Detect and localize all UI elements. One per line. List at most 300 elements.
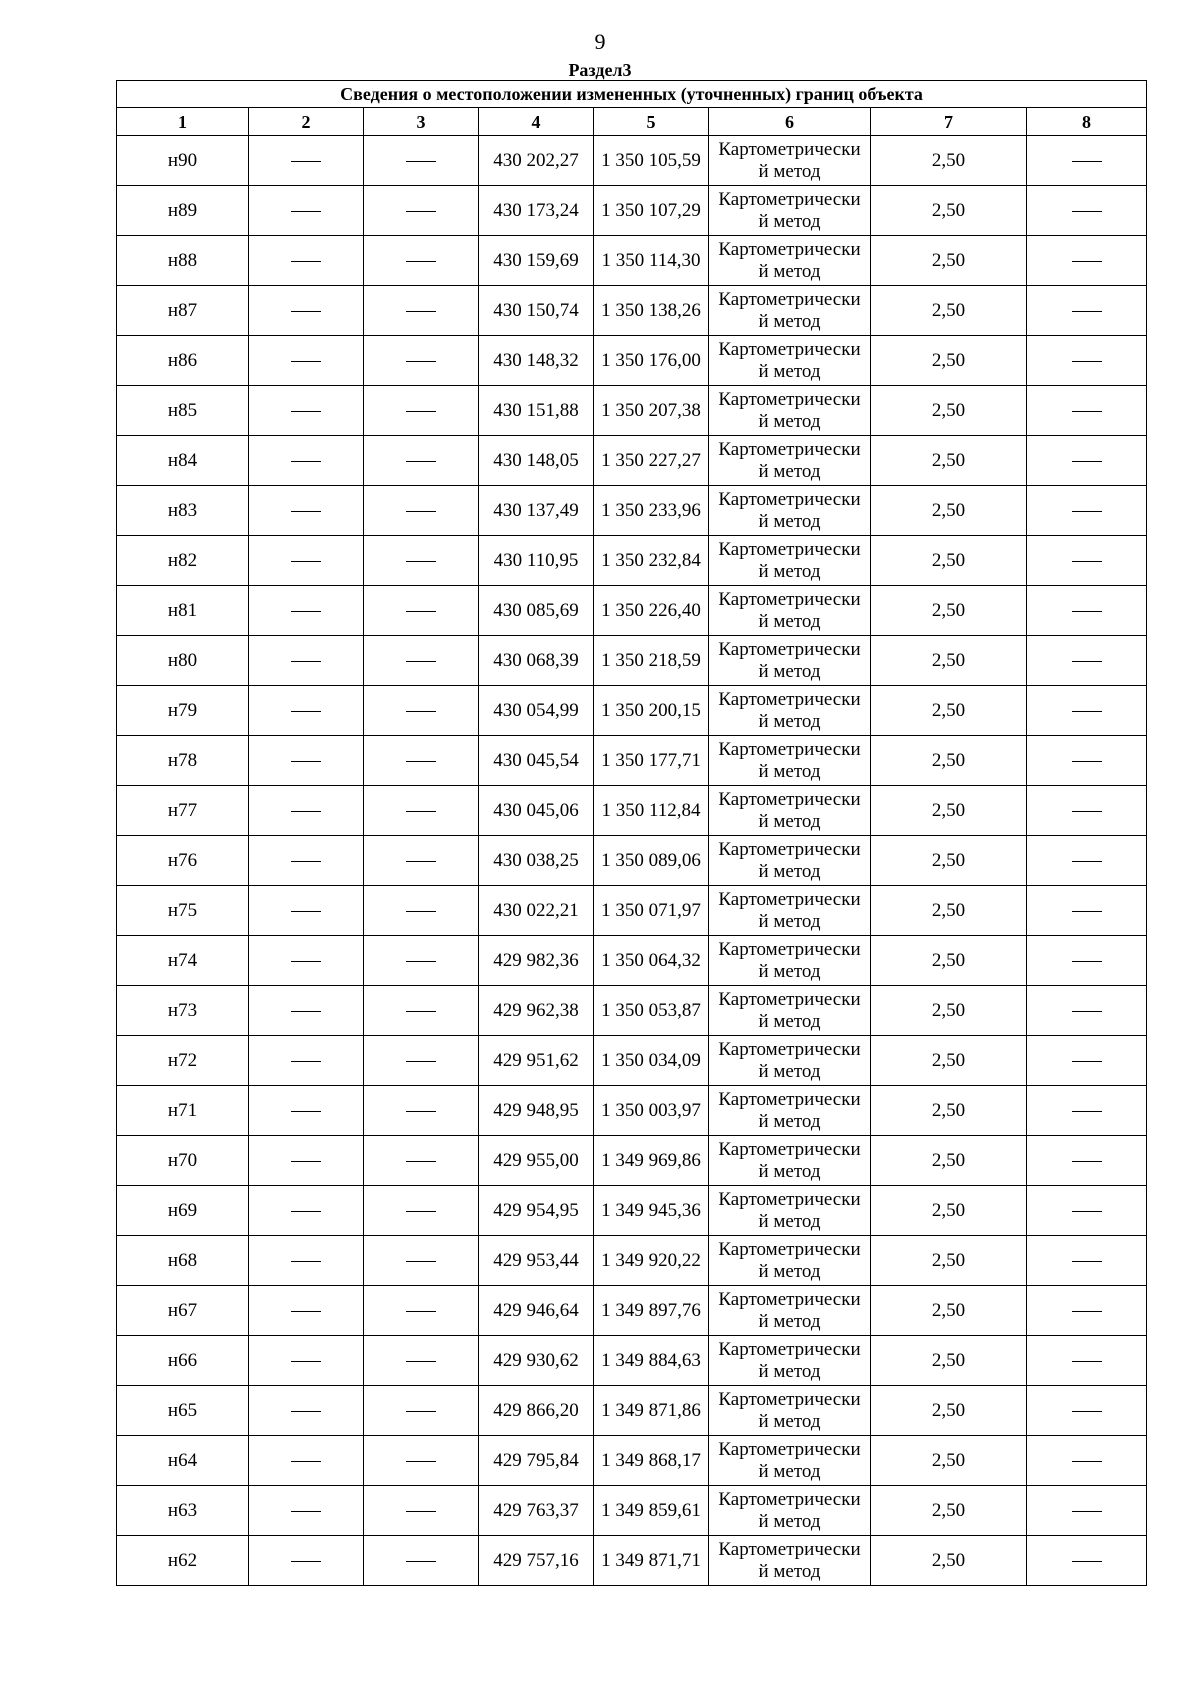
empty-cell-col3 [364,586,479,636]
y-coordinate-cell: 1 350 114,30 [594,236,709,286]
x-coordinate-cell: 430 148,05 [479,436,594,486]
empty-cell-col8 [1027,286,1147,336]
x-coordinate-cell: 430 150,74 [479,286,594,336]
method-line1: Картометрически [718,1438,861,1460]
x-coordinate-cell: 429 955,00 [479,1136,594,1186]
dash-mark [406,1361,436,1362]
method-line1: Картометрически [718,938,861,960]
method-line2: й метод [758,1210,821,1232]
method-line2: й метод [758,1110,821,1132]
method-line2: й метод [758,1510,821,1532]
point-name-cell: н90 [117,136,249,186]
y-coordinate-cell: 1 350 200,15 [594,686,709,736]
method-line2: й метод [758,310,821,332]
accuracy-cell: 2,50 [871,1386,1027,1436]
page-number: 9 [594,29,606,54]
empty-cell-col2 [249,886,364,936]
y-coordinate-cell: 1 349 897,76 [594,1286,709,1336]
accuracy-cell: 2,50 [871,1336,1027,1386]
y-coordinate-cell: 1 350 227,27 [594,436,709,486]
accuracy-cell: 2,50 [871,1236,1027,1286]
method-line1: Картометрически [718,1088,861,1110]
accuracy-cell: 2,50 [871,786,1027,836]
dash-mark [1072,761,1102,762]
method-line1: Картометрически [718,388,861,410]
method-line1: Картометрически [718,1188,861,1210]
table-row [117,186,1147,236]
dash-mark [1072,911,1102,912]
section-title: Раздел3 [568,60,632,80]
dash-mark [291,611,321,612]
point-name-cell: н72 [117,1036,249,1086]
table-row [117,686,1147,736]
empty-cell-col3 [364,886,479,936]
empty-cell-col8 [1027,836,1147,886]
table-row [117,586,1147,636]
empty-cell-col3 [364,1486,479,1536]
dash-mark [291,561,321,562]
method-line2: й метод [758,1410,821,1432]
dash-mark [291,511,321,512]
accuracy-cell: 2,50 [871,386,1027,436]
method-cell [709,486,871,536]
dash-mark [406,811,436,812]
table-row [117,1236,1147,1286]
x-coordinate-cell: 430 038,25 [479,836,594,886]
point-name-cell: н88 [117,236,249,286]
dash-mark [291,861,321,862]
method-line1: Картометрически [718,688,861,710]
method-line2: й метод [758,1060,821,1082]
table-row [117,1136,1147,1186]
x-coordinate-cell: 429 948,95 [479,1086,594,1136]
method-cell [709,386,871,436]
empty-cell-col8 [1027,136,1147,186]
y-coordinate-cell: 1 350 089,06 [594,836,709,886]
empty-cell-col8 [1027,1536,1147,1586]
dash-mark [406,1561,436,1562]
dash-mark [1072,1211,1102,1212]
y-coordinate-cell: 1 350 207,38 [594,386,709,436]
y-coordinate-cell: 1 350 233,96 [594,486,709,536]
empty-cell-col8 [1027,336,1147,386]
point-name-cell: н70 [117,1136,249,1186]
empty-cell-col8 [1027,1336,1147,1386]
dash-mark [406,1211,436,1212]
empty-cell-col3 [364,236,479,286]
method-line1: Картометрически [718,188,861,210]
dash-mark [406,1461,436,1462]
y-coordinate-cell: 1 350 064,32 [594,936,709,986]
accuracy-cell: 2,50 [871,1286,1027,1336]
dash-mark [291,1411,321,1412]
empty-cell-col3 [364,1436,479,1486]
x-coordinate-cell: 429 982,36 [479,936,594,986]
dash-mark [406,561,436,562]
empty-cell-col8 [1027,486,1147,536]
method-cell [709,886,871,936]
dash-mark [406,211,436,212]
point-name-cell: н76 [117,836,249,886]
accuracy-cell: 2,50 [871,536,1027,586]
accuracy-cell: 2,50 [871,586,1027,636]
dash-mark [291,1261,321,1262]
column-number: 1 [117,108,249,136]
dash-mark [1072,611,1102,612]
accuracy-cell: 2,50 [871,286,1027,336]
dash-mark [406,661,436,662]
method-line1: Картометрически [718,888,861,910]
y-coordinate-cell: 1 349 969,86 [594,1136,709,1186]
x-coordinate-cell: 429 946,64 [479,1286,594,1336]
dash-mark [291,1461,321,1462]
y-coordinate-cell: 1 349 884,63 [594,1336,709,1386]
method-line2: й метод [758,760,821,782]
dash-mark [291,661,321,662]
method-cell [709,536,871,586]
empty-cell-col2 [249,236,364,286]
table-row [117,136,1147,186]
dash-mark [406,1311,436,1312]
empty-cell-col3 [364,1236,479,1286]
y-coordinate-cell: 1 349 868,17 [594,1436,709,1486]
empty-cell-col8 [1027,736,1147,786]
table-row [117,786,1147,836]
empty-cell-col8 [1027,1436,1147,1486]
method-line2: й метод [758,510,821,532]
y-coordinate-cell: 1 350 105,59 [594,136,709,186]
dash-mark [406,1261,436,1262]
empty-cell-col2 [249,536,364,586]
point-name-cell: н75 [117,886,249,936]
x-coordinate-cell: 429 866,20 [479,1386,594,1436]
empty-cell-col3 [364,536,479,586]
empty-cell-col8 [1027,236,1147,286]
accuracy-cell: 2,50 [871,1036,1027,1086]
method-cell [709,286,871,336]
dash-mark [1072,1111,1102,1112]
method-line1: Картометрически [718,588,861,610]
dash-mark [1072,161,1102,162]
method-line1: Картометрически [718,338,861,360]
accuracy-cell: 2,50 [871,986,1027,1036]
table-row [117,936,1147,986]
dash-mark [1072,261,1102,262]
empty-cell-col2 [249,836,364,886]
empty-cell-col3 [364,736,479,786]
x-coordinate-cell: 429 951,62 [479,1036,594,1086]
accuracy-cell: 2,50 [871,436,1027,486]
method-cell [709,586,871,636]
method-cell [709,786,871,836]
dash-mark [406,411,436,412]
point-name-cell: н82 [117,536,249,586]
dash-mark [406,611,436,612]
point-name-cell: н65 [117,1386,249,1436]
method-cell [709,186,871,236]
point-name-cell: н80 [117,636,249,686]
x-coordinate-cell: 430 110,95 [479,536,594,586]
method-line2: й метод [758,1260,821,1282]
empty-cell-col2 [249,1236,364,1286]
dash-mark [291,1511,321,1512]
empty-cell-col2 [249,1386,364,1436]
dash-mark [1072,1561,1102,1562]
accuracy-cell: 2,50 [871,836,1027,886]
method-line2: й метод [758,1310,821,1332]
table-row [117,486,1147,536]
method-line1: Картометрически [718,1488,861,1510]
method-line2: й метод [758,210,821,232]
method-cell [709,1336,871,1386]
accuracy-cell: 2,50 [871,136,1027,186]
point-name-cell: н69 [117,1186,249,1236]
accuracy-cell: 2,50 [871,936,1027,986]
dash-mark [291,1011,321,1012]
point-name-cell: н77 [117,786,249,836]
dash-mark [406,261,436,262]
dash-mark [406,1511,436,1512]
point-name-cell: н68 [117,1236,249,1286]
table-row [117,536,1147,586]
y-coordinate-cell: 1 350 107,29 [594,186,709,236]
table-row [117,1436,1147,1486]
dash-mark [291,961,321,962]
accuracy-cell: 2,50 [871,186,1027,236]
table-row [117,386,1147,436]
empty-cell-col2 [249,736,364,786]
point-name-cell: н86 [117,336,249,386]
method-cell [709,436,871,486]
accuracy-cell: 2,50 [871,686,1027,736]
column-number: 5 [594,108,709,136]
dash-mark [1072,211,1102,212]
column-number: 4 [479,108,594,136]
table-caption-row [117,81,1147,108]
empty-cell-col8 [1027,1286,1147,1336]
point-name-cell: н66 [117,1336,249,1386]
point-name-cell: н79 [117,686,249,736]
accuracy-cell: 2,50 [871,1486,1027,1536]
empty-cell-col2 [249,336,364,386]
x-coordinate-cell: 430 045,54 [479,736,594,786]
point-name-cell: н83 [117,486,249,536]
method-cell [709,1036,871,1086]
dash-mark [1072,1311,1102,1312]
empty-cell-col3 [364,1186,479,1236]
table-row [117,1486,1147,1536]
y-coordinate-cell: 1 350 071,97 [594,886,709,936]
point-name-cell: н73 [117,986,249,1036]
empty-cell-col2 [249,386,364,436]
method-line2: й метод [758,660,821,682]
empty-cell-col8 [1027,1086,1147,1136]
y-coordinate-cell: 1 350 177,71 [594,736,709,786]
dash-mark [406,1061,436,1062]
empty-cell-col3 [364,286,479,336]
dash-mark [1072,411,1102,412]
method-line1: Картометрически [718,1138,861,1160]
dash-mark [406,1011,436,1012]
dash-mark [406,711,436,712]
point-name-cell: н64 [117,1436,249,1486]
y-coordinate-cell: 1 350 112,84 [594,786,709,836]
empty-cell-col8 [1027,536,1147,586]
boundary-points-table [116,80,1147,1586]
table-row [117,986,1147,1036]
dash-mark [406,161,436,162]
empty-cell-col8 [1027,886,1147,936]
table-row [117,1086,1147,1136]
method-line2: й метод [758,460,821,482]
method-line1: Картометрически [718,988,861,1010]
method-cell [709,836,871,886]
x-coordinate-cell: 429 962,38 [479,986,594,1036]
empty-cell-col8 [1027,386,1147,436]
y-coordinate-cell: 1 350 176,00 [594,336,709,386]
empty-cell-col3 [364,186,479,236]
x-coordinate-cell: 430 159,69 [479,236,594,286]
empty-cell-col3 [364,636,479,686]
empty-cell-col2 [249,1436,364,1486]
table-caption: Сведения о местоположении измененных (уточненных) границ объекта [117,81,1147,108]
method-line2: й метод [758,410,821,432]
x-coordinate-cell: 430 151,88 [479,386,594,436]
table-row [117,336,1147,386]
dash-mark [1072,1161,1102,1162]
empty-cell-col3 [364,1086,479,1136]
method-cell [709,986,871,1036]
x-coordinate-cell: 429 757,16 [479,1536,594,1586]
empty-cell-col2 [249,486,364,536]
method-line1: Картометрически [718,788,861,810]
empty-cell-col3 [364,136,479,186]
method-line1: Картометрически [718,838,861,860]
dash-mark [291,461,321,462]
empty-cell-col2 [249,1336,364,1386]
dash-mark [1072,711,1102,712]
point-name-cell: н71 [117,1086,249,1136]
dash-mark [291,261,321,262]
dash-mark [291,311,321,312]
x-coordinate-cell: 430 068,39 [479,636,594,686]
y-coordinate-cell: 1 350 218,59 [594,636,709,686]
empty-cell-col8 [1027,636,1147,686]
x-coordinate-cell: 430 173,24 [479,186,594,236]
empty-cell-col2 [249,1136,364,1186]
empty-cell-col2 [249,636,364,686]
empty-cell-col3 [364,686,479,736]
dash-mark [1072,1361,1102,1362]
method-line1: Картометрически [718,488,861,510]
method-cell [709,1136,871,1186]
empty-cell-col2 [249,1086,364,1136]
empty-cell-col8 [1027,1386,1147,1436]
accuracy-cell: 2,50 [871,336,1027,386]
y-coordinate-cell: 1 349 859,61 [594,1486,709,1536]
accuracy-cell: 2,50 [871,636,1027,686]
dash-mark [291,811,321,812]
accuracy-cell: 2,50 [871,1136,1027,1186]
y-coordinate-cell: 1 350 232,84 [594,536,709,586]
y-coordinate-cell: 1 349 871,71 [594,1536,709,1586]
empty-cell-col2 [249,686,364,736]
empty-cell-col2 [249,286,364,336]
method-line2: й метод [758,1460,821,1482]
y-coordinate-cell: 1 350 226,40 [594,586,709,636]
empty-cell-col8 [1027,186,1147,236]
empty-cell-col3 [364,1036,479,1086]
empty-cell-col2 [249,436,364,486]
empty-cell-col2 [249,936,364,986]
dash-mark [406,1161,436,1162]
empty-cell-col2 [249,136,364,186]
table-row [117,1536,1147,1586]
method-cell [709,936,871,986]
x-coordinate-cell: 430 054,99 [479,686,594,736]
x-coordinate-cell: 430 045,06 [479,786,594,836]
x-coordinate-cell: 429 795,84 [479,1436,594,1486]
table-row [117,1386,1147,1436]
method-line2: й метод [758,360,821,382]
method-line2: й метод [758,260,821,282]
accuracy-cell: 2,50 [871,486,1027,536]
dash-mark [291,1211,321,1212]
method-cell [709,1286,871,1336]
dash-mark [1072,1461,1102,1462]
point-name-cell: н85 [117,386,249,436]
empty-cell-col3 [364,786,479,836]
method-line1: Картометрически [718,1538,861,1560]
dash-mark [1072,1261,1102,1262]
dash-mark [1072,1411,1102,1412]
x-coordinate-cell: 429 953,44 [479,1236,594,1286]
dash-mark [291,1061,321,1062]
method-line1: Картометрически [718,1388,861,1410]
empty-cell-col2 [249,586,364,636]
y-coordinate-cell: 1 349 871,86 [594,1386,709,1436]
dash-mark [291,1161,321,1162]
accuracy-cell: 2,50 [871,236,1027,286]
dash-mark [1072,661,1102,662]
method-line1: Картометрически [718,1038,861,1060]
dash-mark [406,1411,436,1412]
dash-mark [406,361,436,362]
empty-cell-col8 [1027,986,1147,1036]
method-cell [709,736,871,786]
method-cell [709,1436,871,1486]
x-coordinate-cell: 430 137,49 [479,486,594,536]
accuracy-cell: 2,50 [871,1536,1027,1586]
table-row [117,1186,1147,1236]
dash-mark [1072,561,1102,562]
dash-mark [291,161,321,162]
empty-cell-col8 [1027,436,1147,486]
empty-cell-col3 [364,836,479,886]
dash-mark [1072,961,1102,962]
method-cell [709,1386,871,1436]
empty-cell-col3 [364,436,479,486]
method-line2: й метод [758,860,821,882]
column-number: 6 [709,108,871,136]
method-line2: й метод [758,560,821,582]
method-line2: й метод [758,1360,821,1382]
accuracy-cell: 2,50 [871,886,1027,936]
empty-cell-col2 [249,1486,364,1536]
dash-mark [291,361,321,362]
y-coordinate-cell: 1 350 003,97 [594,1086,709,1136]
table-row [117,636,1147,686]
